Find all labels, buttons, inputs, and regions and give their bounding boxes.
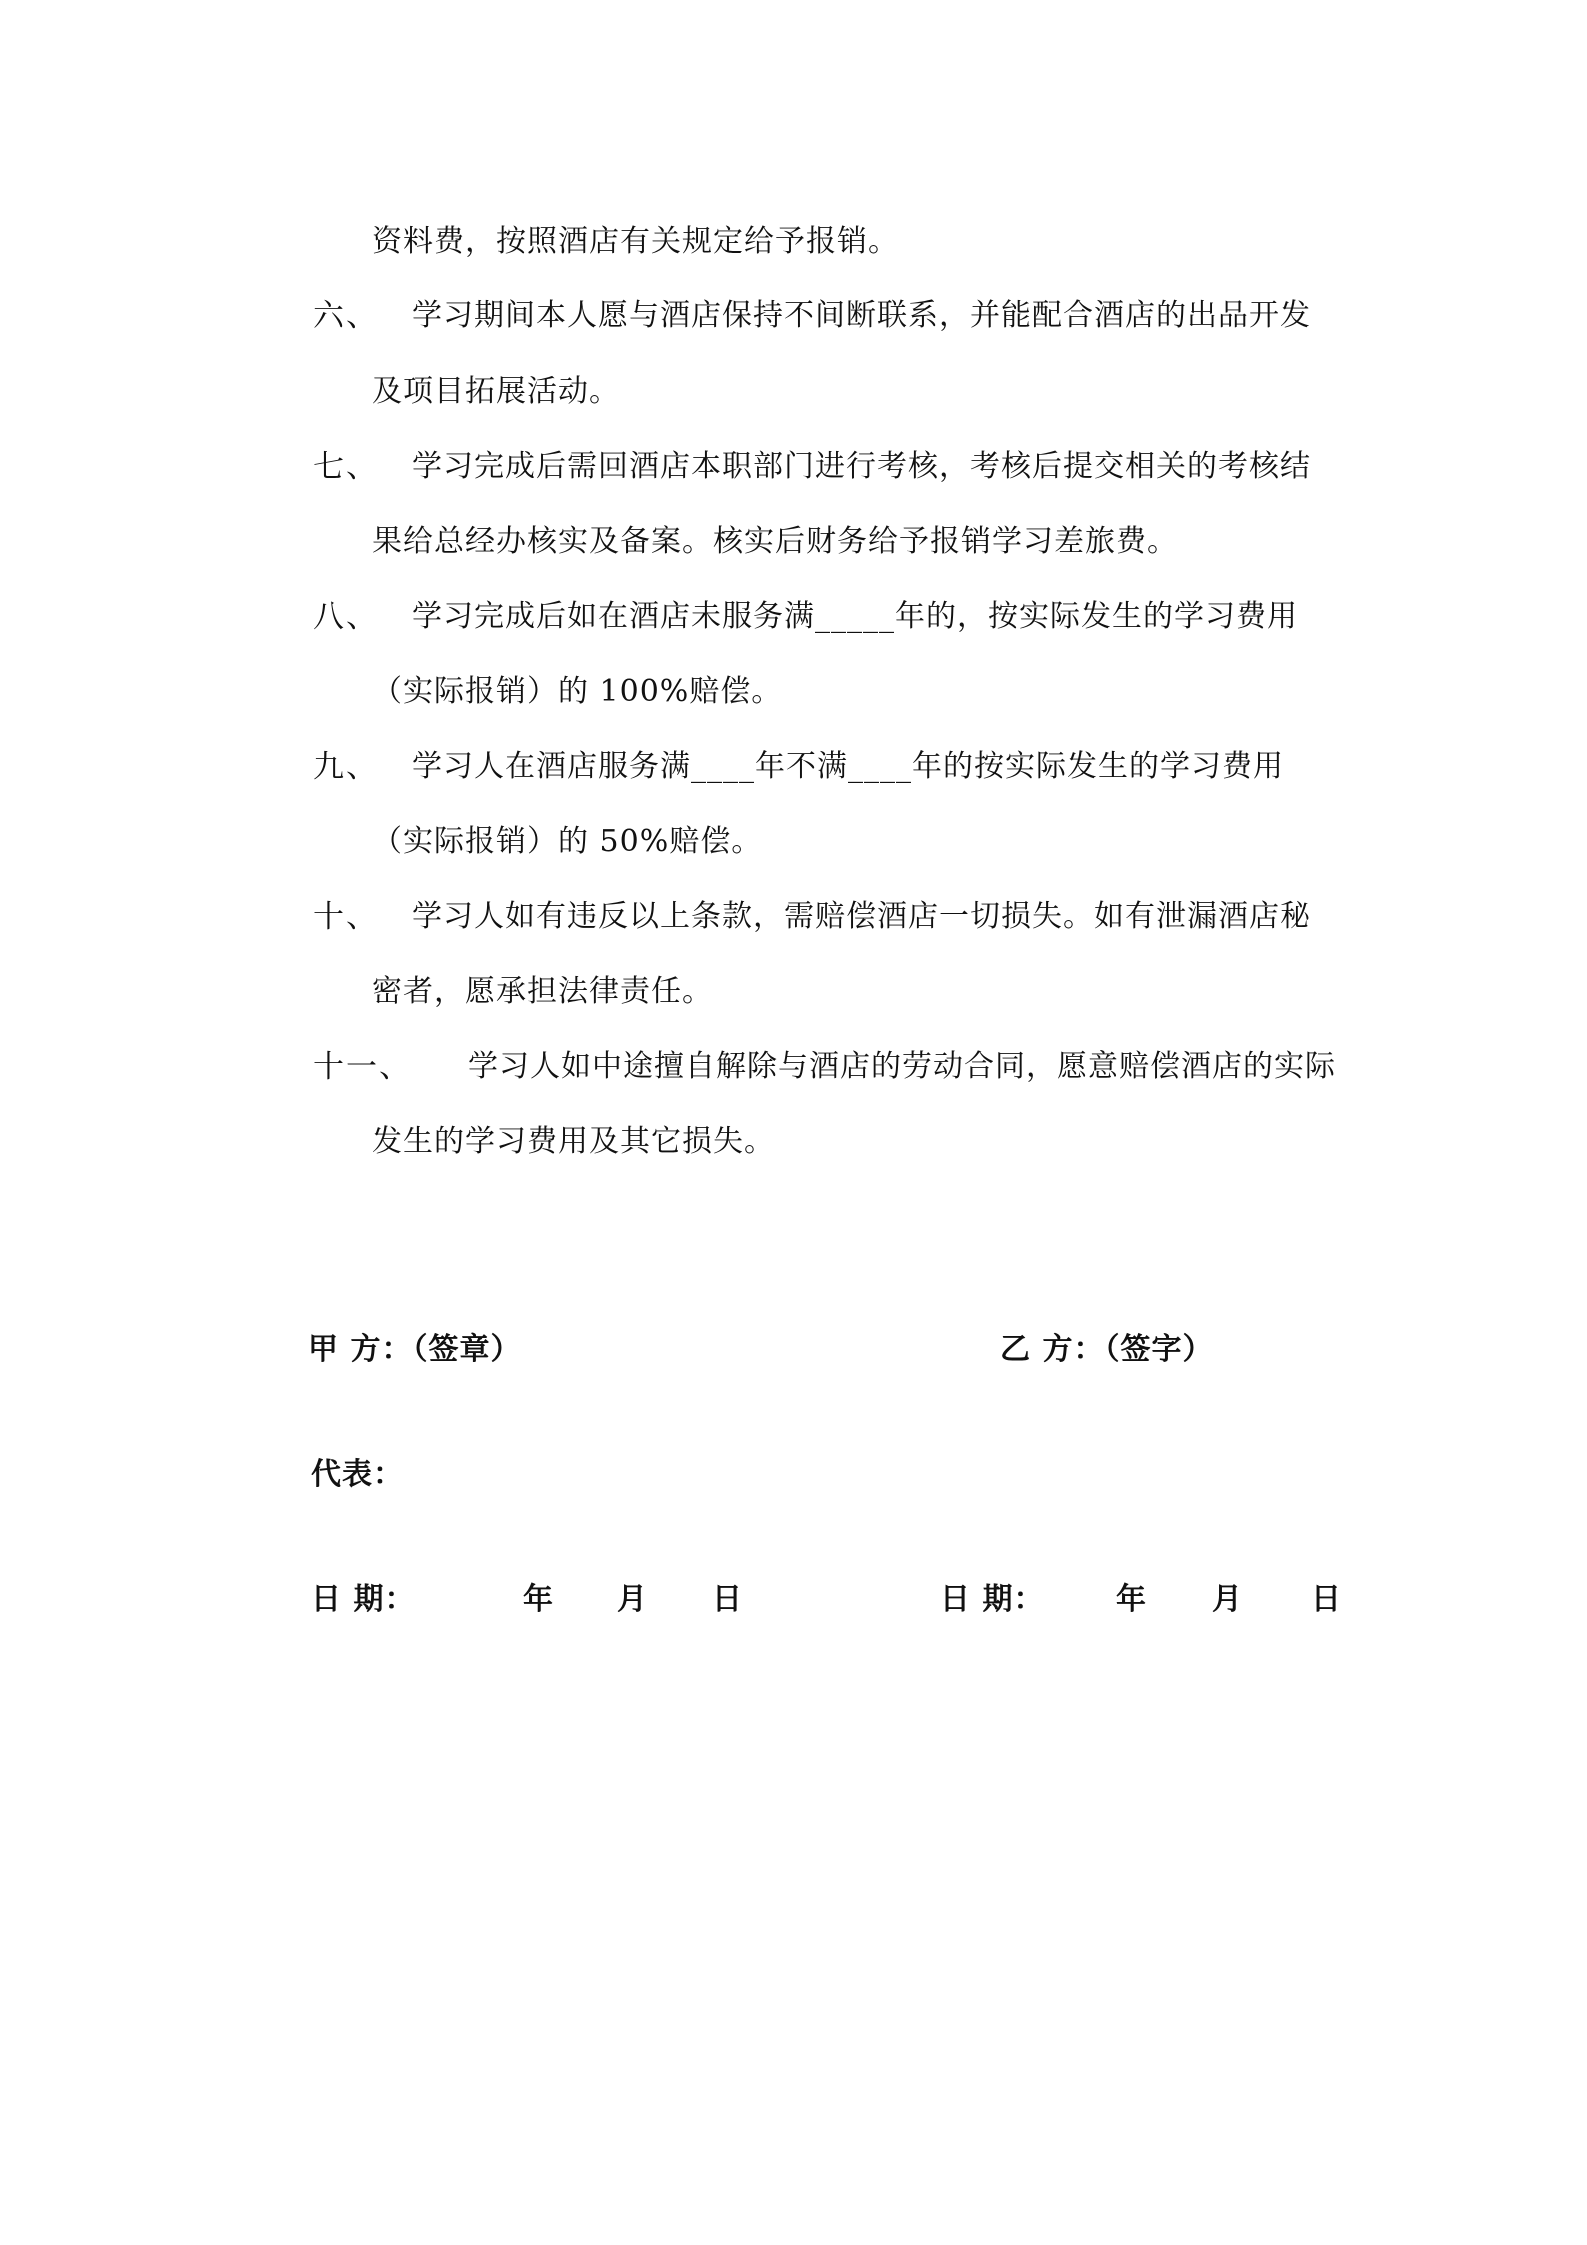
clause-8-line-1: 学习完成后如在酒店未服务满_____年的，按实际发生的学习费用 [412, 599, 1298, 634]
party-b-label: 乙 方：（签字） [1000, 1332, 1214, 1367]
clause-6-number: 六、 [313, 298, 379, 334]
party-b-date-day: 日 [1311, 1582, 1342, 1617]
clause-7-line-1: 学习完成后需回酒店本职部门进行考核，考核后提交相关的考核结 [412, 449, 1311, 484]
party-a-date-month: 月 [617, 1582, 648, 1617]
party-b-date-year: 年 [1116, 1582, 1147, 1617]
clause-11-line-2: 发生的学习费用及其它损失。 [372, 1124, 775, 1159]
clause-5-continuation: 资料费，按照酒店有关规定给予报销。 [372, 224, 899, 259]
clause-9-number: 九、 [313, 749, 379, 785]
clause-9-line-1: 学习人在酒店服务满____年不满____年的按实际发生的学习费用 [412, 749, 1284, 784]
party-b-date-label: 日 期： [940, 1582, 1045, 1617]
clause-8-line-2: （实际报销）的 100%赔偿。 [372, 674, 783, 709]
party-a-date-year: 年 [523, 1582, 554, 1617]
clause-9-line-2: （实际报销）的 50%赔偿。 [372, 824, 763, 859]
clause-6-line-2: 及项目拓展活动。 [372, 374, 620, 409]
representative-label: 代表： [311, 1457, 404, 1492]
clause-10-line-2: 密者，愿承担法律责任。 [372, 974, 713, 1009]
clause-10-number: 十、 [313, 899, 379, 935]
clause-11-number: 十一、 [313, 1049, 412, 1085]
party-a-date-label: 日 期： [311, 1582, 416, 1617]
party-a-date-day: 日 [712, 1582, 743, 1617]
party-a-label: 甲 方：（签章） [308, 1332, 522, 1367]
clause-8-number: 八、 [313, 599, 379, 635]
clause-6-line-1: 学习期间本人愿与酒店保持不间断联系，并能配合酒店的出品开发 [412, 298, 1311, 333]
clause-7-line-2: 果给总经办核实及备案。核实后财务给予报销学习差旅费。 [372, 524, 1178, 559]
clause-7-number: 七、 [313, 449, 379, 485]
clause-11-line-1: 学习人如中途擅自解除与酒店的劳动合同，愿意赔偿酒店的实际 [468, 1049, 1336, 1084]
clause-10-line-1: 学习人如有违反以上条款，需赔偿酒店一切损失。如有泄漏酒店秘 [412, 899, 1311, 934]
party-b-date-month: 月 [1212, 1582, 1243, 1617]
